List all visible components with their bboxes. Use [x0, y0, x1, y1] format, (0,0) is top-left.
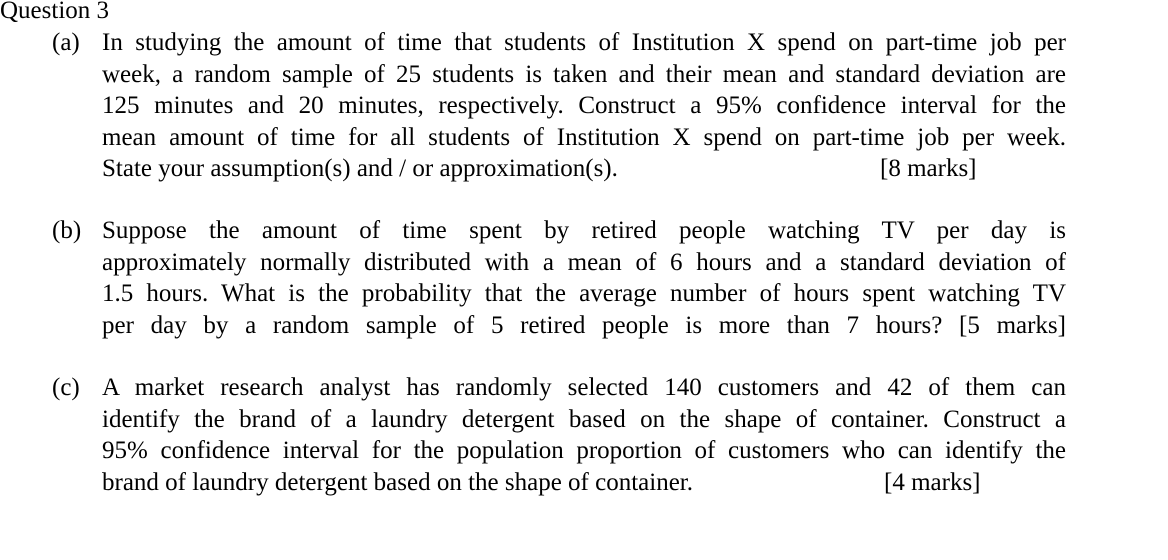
part-a-line-3: 125 minutes and 20 minutes, respectively. Construct a 95% confidence interval for the: [102, 92, 1066, 119]
part-b-line-3: 1.5 hours. What is the probability that the average number of hours spent watching TV: [102, 280, 1066, 307]
part-c-line-2: identify the brand of a laundry detergent based on the shape of container. Construct a: [102, 405, 1066, 433]
part-a-line-2: week, a random sample of 25 students is taken and their mean and standard deviation are: [102, 60, 1066, 88]
part-c-label: (c): [52, 374, 80, 401]
question-title: Question 3: [0, 0, 110, 24]
part-b-label: (b): [52, 217, 82, 244]
part-c-line-4: [102, 467, 1066, 499]
part-b-body: [102, 215, 1066, 341]
part-a-line-5-text: State your assumption(s) and / or approximation(s).: [102, 155, 618, 182]
part-c-line-3: 95% confidence interval for the population proportion of customers who can identify the: [102, 437, 1066, 464]
part-a-marks: [8 marks]: [880, 155, 977, 182]
part-b-line-2: approximately normally distributed with a mean of 6 hours and a standard deviation of: [102, 248, 1066, 276]
part-c-line-1: A market research analyst has randomly selected 140 customers and 42 of them can: [102, 374, 1066, 401]
part-c-body: [102, 372, 1066, 498]
part-c-line-4-text: brand of laundry detergent based on the shape of container.: [102, 468, 694, 496]
part-a-line-1: In studying the amount of time that students of Institution X spend on part-time job per: [102, 29, 1066, 56]
part-a-line-5: [102, 153, 1066, 185]
part-a-label: (a): [52, 29, 80, 56]
part-a-line-4: mean amount of time for all students of Institution X spend on part-time job per week.: [102, 123, 1066, 151]
part-b-line-1: Suppose the amount of time spent by retired people watching TV per day is: [102, 217, 1066, 244]
part-c-marks: [4 marks]: [884, 468, 981, 496]
part-a-body: [102, 27, 1066, 185]
part-b-line-4: per day by a random sample of 5 retired people is more than 7 hours? [5 marks]: [102, 311, 1066, 339]
